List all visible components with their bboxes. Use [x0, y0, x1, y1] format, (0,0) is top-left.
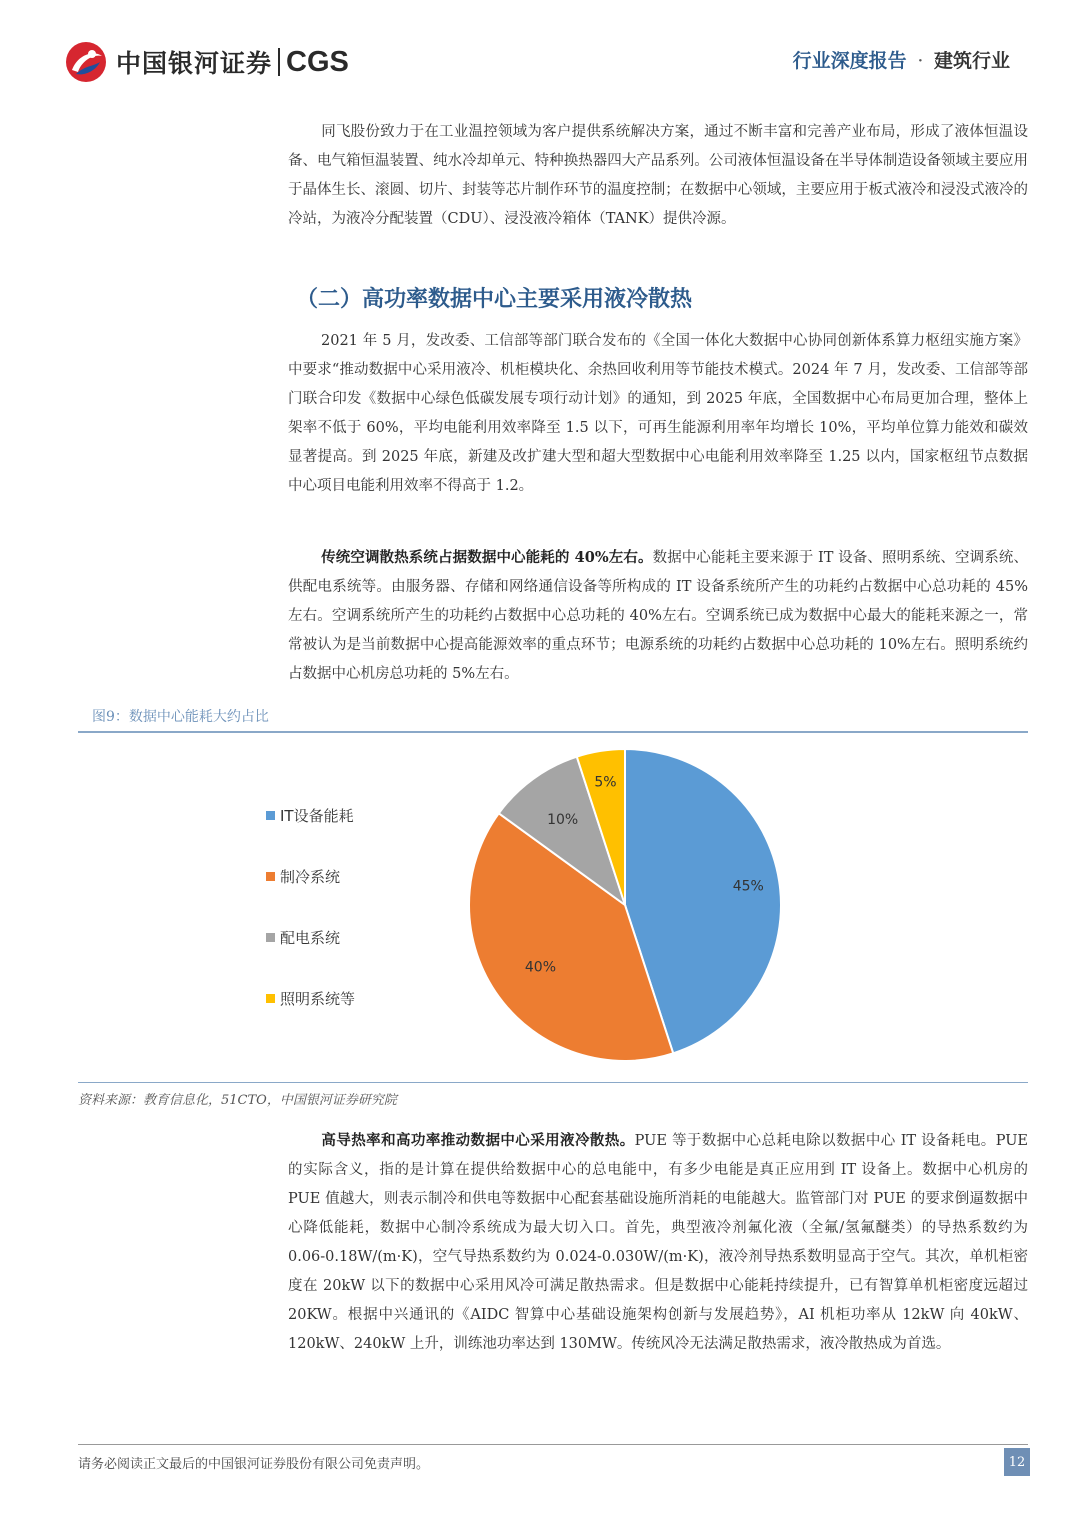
- legend-swatch: [266, 933, 275, 942]
- legend-label: 照明系统等: [280, 990, 356, 1008]
- legend-item: [266, 866, 340, 887]
- legend-swatch: [266, 872, 275, 881]
- paragraph-energy-share: [288, 543, 1028, 689]
- company-logo: [64, 40, 349, 84]
- legend-label: 制冷系统: [280, 868, 341, 886]
- figure-top-rule: [78, 731, 1028, 733]
- figure-caption: 图9：数据中心能耗大约占比: [92, 709, 269, 725]
- legend-item: [266, 988, 355, 1009]
- section-title: （二）高功率数据中心主要采用液冷散热: [296, 286, 693, 312]
- logo-divider: [278, 48, 280, 76]
- pie-data-label: 5%: [594, 774, 617, 791]
- legend-label: 配电系统: [280, 929, 341, 947]
- paragraph-text: 数据中心能耗主要来源于 IT 设备、照明系统、空调系统、供配电系统等。由服务器、存储和网络通信设备等所构成的 IT 设备系统所产生的功耗约占数据中心总功耗的 45%左右。空调系统所产生的功耗约占数据中心总功耗的 40%左右。空调系统已成为数据中心最大的能耗来源之一，常常被认为是当前数据中心提高能源效率的重点环节；电源系统的功耗约占数据中心总功耗的 10%左右。照明系统约占数据中心机房总功耗的 5%左右。: [288, 550, 1028, 682]
- paragraph-text: PUE 等于数据中心总耗电除以数据中心 IT 设备耗电。PUE 的实际含义，指的是计算在提供给数据中心的总电能中，有多少电能是真正应用到 IT 设备上。数据中心机房的 PUE 值越大，则表示制冷和供电等数据中心配套基础设施所消耗的电能越大。监管部门对 PUE 的要求倒逼数据中心降低能耗，数据中心制冷系统成为最大切入口。首先，典型液冷剂氟化液（全氟/氢氟醚类）的导热系数约为 0.06-0.18W/(m·K)，空气导热系数约为 0.024-0.030W/(m·K)，液冷剂导热系数明显高于空气。其次，单机柜密度在 20kW 以下的数据中心采用风冷可满足散热需求。但是数据中心能耗持续提升，已有智算单机柜密度远超过 20KW。根据中兴通讯的《AIDC 智算中心基础设施架构创新与发展趋势》，AI 机柜功率从 12kW 向 40kW、120kW、240kW 上升，训练池功率达到 130MW。传统风冷无法满足散热需求，液冷散热成为首选。: [288, 1133, 1028, 1352]
- figure-source: 资料来源：教育信息化，51CTO，中国银河证券研究院: [78, 1093, 397, 1108]
- paragraph-policy: [288, 327, 1028, 501]
- figure-bottom-rule: [78, 1082, 1028, 1083]
- pie-data-label: 45%: [732, 878, 764, 895]
- legend-item: [266, 805, 354, 826]
- industry-name: 建筑行业: [933, 50, 1010, 72]
- footer-disclaimer: 请务必阅读正文最后的中国银河证券股份有限公司免责声明。: [78, 1457, 430, 1472]
- paragraph-lead: 传统空调散热系统占据数据中心能耗的 40%左右。: [321, 549, 653, 566]
- report-header-label: [793, 46, 1010, 73]
- page-number: 12: [1004, 1448, 1030, 1476]
- pie-data-label: 40%: [524, 959, 557, 976]
- legend-label: IT设备能耗: [280, 807, 354, 825]
- legend-swatch: [266, 811, 275, 820]
- paragraph-lead: 高导热率和高功率推动数据中心采用液冷散热。: [321, 1132, 635, 1149]
- paragraph-tongfei: [288, 118, 1028, 234]
- pie-data-label: 10%: [547, 812, 579, 829]
- legend-item: [266, 927, 340, 948]
- paragraph-liquid-cooling: [288, 1126, 1028, 1359]
- logo-chinese-name: 中国银河证券: [116, 49, 273, 78]
- header-separator: ·: [917, 50, 924, 72]
- footer-rule: [78, 1444, 1028, 1445]
- galaxy-logo-icon: [64, 40, 108, 84]
- logo-english-name: CGS: [286, 45, 349, 78]
- energy-pie-chart: [460, 740, 790, 1070]
- legend-swatch: [266, 994, 275, 1003]
- report-type: 行业深度报告: [792, 50, 907, 72]
- paragraph-text: 同飞股份致力于在工业温控领域为客户提供系统解决方案，通过不断丰富和完善产业布局，形成了液体恒温设备、电气箱恒温装置、纯水冷却单元、特种换热器四大产品系列。公司液体恒温设备在半导体制造设备领域主要应用于晶体生长、滚圆、切片、封装等芯片制作环节的温度控制；在数据中心领域，主要应用于板式液冷和浸没式液冷的冷站，为液冷分配装置（CDU）、浸没液冷箱体（TANK）提供冷源。: [288, 124, 1028, 227]
- paragraph-text: 2021 年 5 月，发改委、工信部等部门联合发布的《全国一体化大数据中心协同创新体系算力枢纽实施方案》中要求“推动数据中心采用液冷、机柜模块化、余热回收利用等节能技术模式。2024 年 7 月，发改委、工信部等部门联合印发《数据中心绿色低碳发展专项行动计划》的通知，到 2025 年底，全国数据中心布局更加合理，整体上架率不低于 60%，平均电能利用效率降至 1.5 以下，可再生能源利用率年均增长 10%，平均单位算力能效和碳效显著提高。到 2025 年底，新建及改扩建大型和超大型数据中心电能利用效率降至 1.25 以内，国家枢纽节点数据中心项目电能利用效率不得高于 1.2。: [288, 333, 1028, 494]
